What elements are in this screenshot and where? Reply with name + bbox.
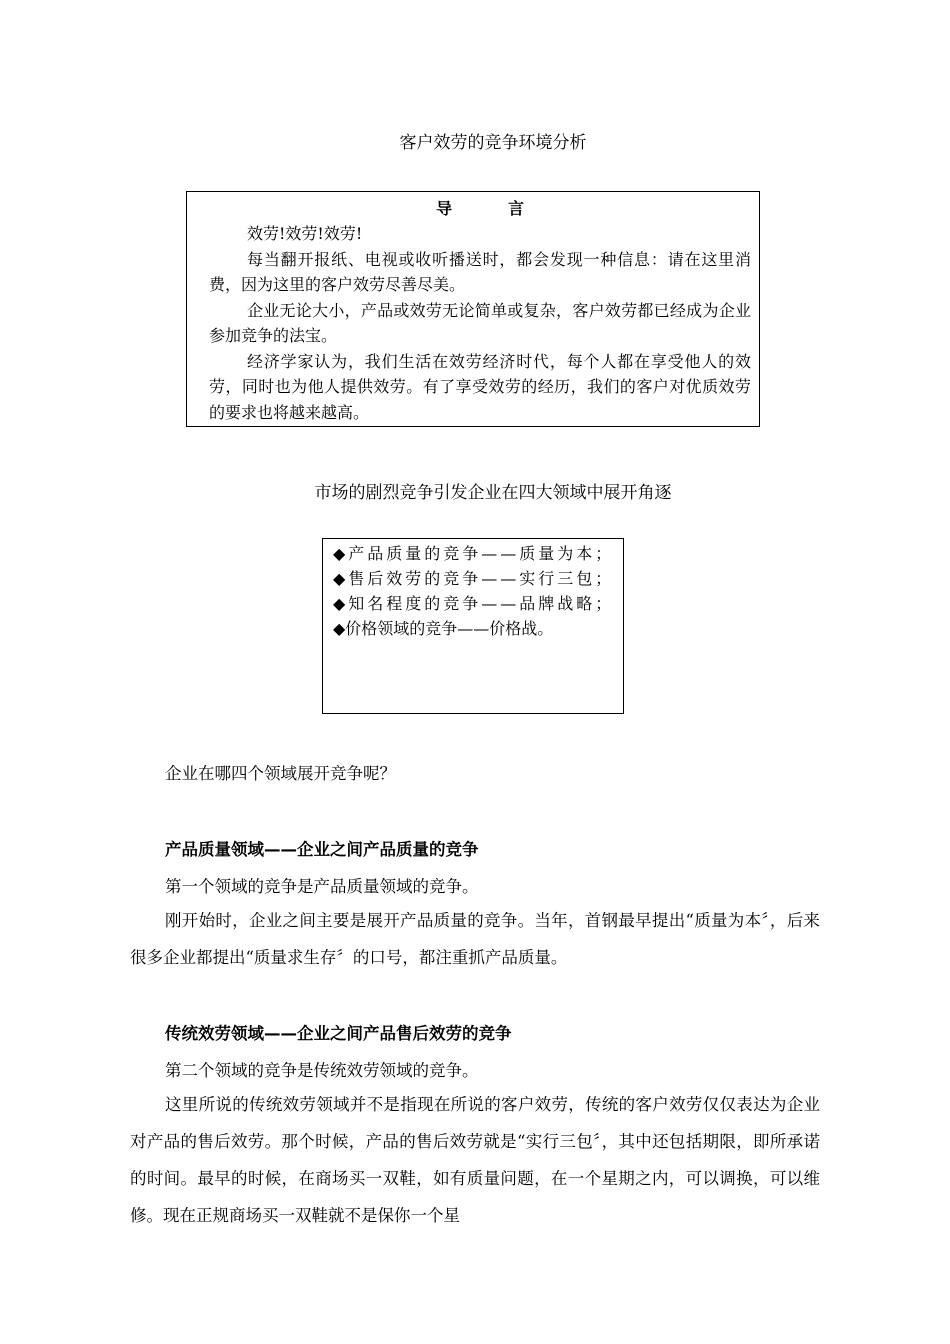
intro-paragraph: 企业无论大小，产品或效劳无论简单或复杂，客户效劳都已经成为企业参加竞争的法宝。 — [209, 300, 751, 345]
intro-box — [186, 191, 760, 427]
section-subtitle: 市场的剧烈竞争引发企业在四大领域中展开角逐 — [314, 483, 672, 503]
list-item: ◆知名程度的竞争——品牌战略； — [333, 594, 615, 613]
intro-paragraph: 经济学家认为，我们生活在效劳经济时代，每个人都在享受他人的效劳，同时也为他人提供效劳。有了享受效劳的经历，我们的客户对优质效劳的要求也将越来越高。 — [209, 351, 751, 422]
intro-paragraph: 效劳!效劳!效劳! — [247, 224, 363, 243]
question-text: 企业在哪四个领域展开竞争呢？ — [165, 764, 396, 783]
list-item: ◆产品质量的竞争——质量为本； — [333, 544, 615, 563]
section1-paragraph-2: 刚开始时，企业之间主要是展开产品质量的竞争。当年，首钢最早提出“质量为本〞，后来很多企业都提出“质量求生存〞的口号，都注重抓产品质量。 — [130, 911, 820, 967]
list-item: ◆价格领域的竞争——价格战。 — [333, 619, 554, 638]
section2-paragraph-1: 第二个领域的竞争是传统效劳领域的竞争。 — [165, 1061, 479, 1080]
section2-paragraph-2: 这里所说的传统效劳领域并不是指现在所说的客户效劳，传统的客户效劳仅仅表达为企业对产品的售后效劳。那个时候，产品的售后效劳就是“实行三包〞，其中还包括期限，即所承诺的时间。最早的时候，在商场买一双鞋，如有质量问题，在一个星期之内，可以调换，可以维修。现在正规商场买一双鞋就不是保你一个星 — [130, 1095, 820, 1225]
intro-paragraph: 每当翻开报纸、电视或收听播送时，都会发现一种信息：请在这里消费，因为这里的客户效劳尽善尽美。 — [209, 249, 751, 294]
document-title: 客户效劳的竞争环境分析 — [399, 133, 587, 153]
intro-heading: 导 言 — [435, 199, 544, 218]
competition-list-box — [322, 538, 624, 714]
section1-paragraph-1: 第一个领域的竞争是产品质量领域的竞争。 — [165, 877, 479, 896]
section1-heading: 产品质量领域——企业之间产品质量的竞争 — [165, 840, 479, 859]
list-item: ◆售后效劳的竞争——实行三包； — [333, 569, 615, 588]
section2-heading: 传统效劳领域——企业之间产品售后效劳的竞争 — [165, 1024, 512, 1043]
